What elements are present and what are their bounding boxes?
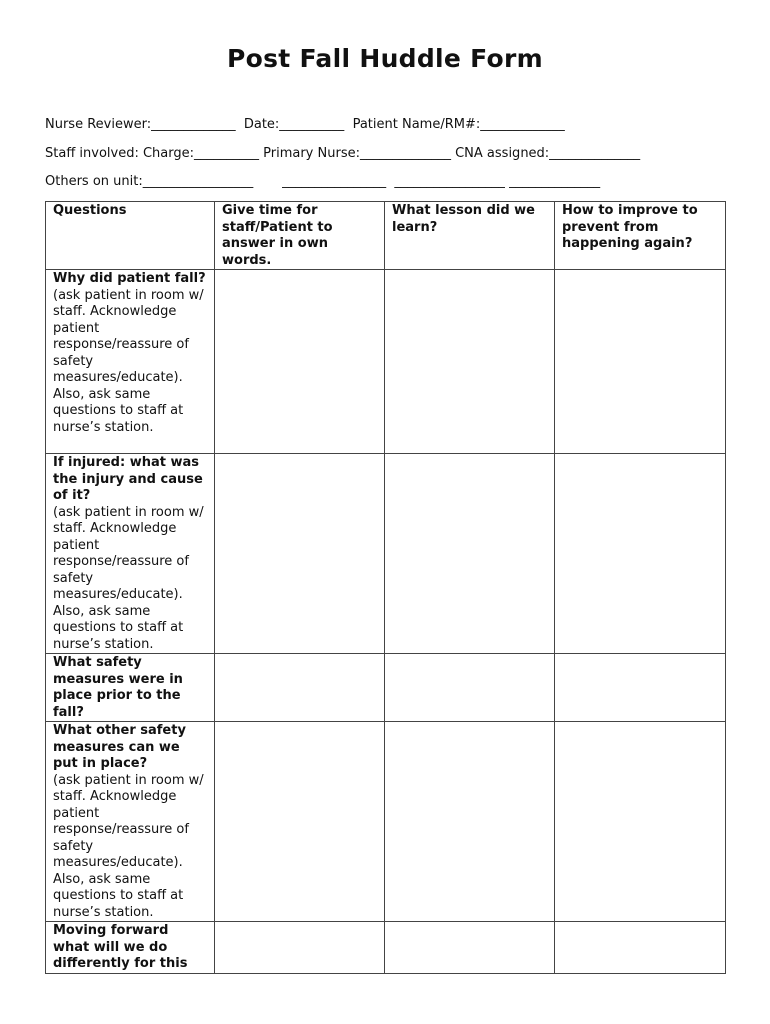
- lesson-cell[interactable]: [385, 654, 555, 722]
- answer-cell[interactable]: [215, 454, 385, 654]
- answer-cell[interactable]: [215, 270, 385, 454]
- others-blank-2[interactable]: _________________: [394, 174, 505, 189]
- nurse-reviewer-field[interactable]: Nurse Reviewer:_____________: [45, 117, 236, 132]
- others-blank-1[interactable]: ________________: [282, 174, 387, 189]
- header-lesson-learned: What lesson did we learn?: [385, 202, 555, 270]
- answer-cell[interactable]: [215, 654, 385, 722]
- question-note: (ask patient in room w/ staff. Acknowledge patient response/reassure of safety measures/educate). Also, ask same questions to staff at nurse’s station.: [53, 772, 204, 920]
- answer-cell[interactable]: [215, 922, 385, 974]
- question-note: (ask patient in room w/ staff. Acknowledge patient response/reassure of safety measures/educate). Also, ask same questions to staff at nurse’s station.: [53, 287, 204, 435]
- improve-cell[interactable]: [555, 454, 726, 654]
- table-header-row: [46, 202, 726, 270]
- header-line-3: [45, 174, 600, 189]
- lesson-cell[interactable]: [385, 454, 555, 654]
- table-row: [46, 722, 726, 922]
- improve-cell[interactable]: [555, 654, 726, 722]
- table-row: [46, 654, 726, 722]
- question-cell: [46, 454, 215, 654]
- table-row: [46, 454, 726, 654]
- improve-cell[interactable]: [555, 722, 726, 922]
- question-cell: [46, 922, 215, 974]
- others-blank-3[interactable]: ______________: [509, 174, 601, 189]
- question-text: What other safety measures can we put in place?: [53, 723, 186, 771]
- huddle-table: [45, 201, 726, 974]
- question-note: (ask patient in room w/ staff. Acknowledge patient response/reassure of safety measures/educate). Also, ask same questions to staff at nurse’s station.: [53, 504, 204, 652]
- question-cell: [46, 654, 215, 722]
- answer-cell[interactable]: [215, 722, 385, 922]
- lesson-cell[interactable]: [385, 270, 555, 454]
- header-questions: Questions: [46, 202, 215, 270]
- question-cell: [46, 722, 215, 922]
- lesson-cell[interactable]: [385, 722, 555, 922]
- header-answer-in-own-words: Give time for staff/Patient to answer in own words.: [215, 202, 385, 270]
- improve-cell[interactable]: [555, 922, 726, 974]
- question-text: Why did patient fall?: [53, 271, 206, 286]
- question-text: What safety measures were in place prior to the fall?: [53, 655, 183, 720]
- improve-cell[interactable]: [555, 270, 726, 454]
- question-cell: [46, 270, 215, 454]
- table-row: [46, 270, 726, 454]
- patient-name-field[interactable]: Patient Name/RM#:_____________: [352, 117, 565, 132]
- header-how-to-improve: How to improve to prevent from happening again?: [555, 202, 726, 270]
- date-field[interactable]: Date:__________: [243, 117, 345, 132]
- charge-field[interactable]: Staff involved: Charge:__________: [45, 146, 259, 161]
- form-title: Post Fall Huddle Form: [226, 44, 544, 73]
- question-text: If injured: what was the injury and cause of it?: [53, 455, 203, 503]
- lesson-cell[interactable]: [385, 922, 555, 974]
- table-row: [46, 922, 726, 974]
- others-on-unit-field[interactable]: Others on unit:_________________: [45, 174, 254, 189]
- cna-assigned-field[interactable]: CNA assigned:______________: [455, 146, 641, 161]
- primary-nurse-field[interactable]: Primary Nurse:______________: [263, 146, 451, 161]
- question-text: Moving forward what will we do differently for this: [53, 923, 188, 971]
- header-line-1: [45, 117, 565, 132]
- header-line-2: [45, 146, 640, 161]
